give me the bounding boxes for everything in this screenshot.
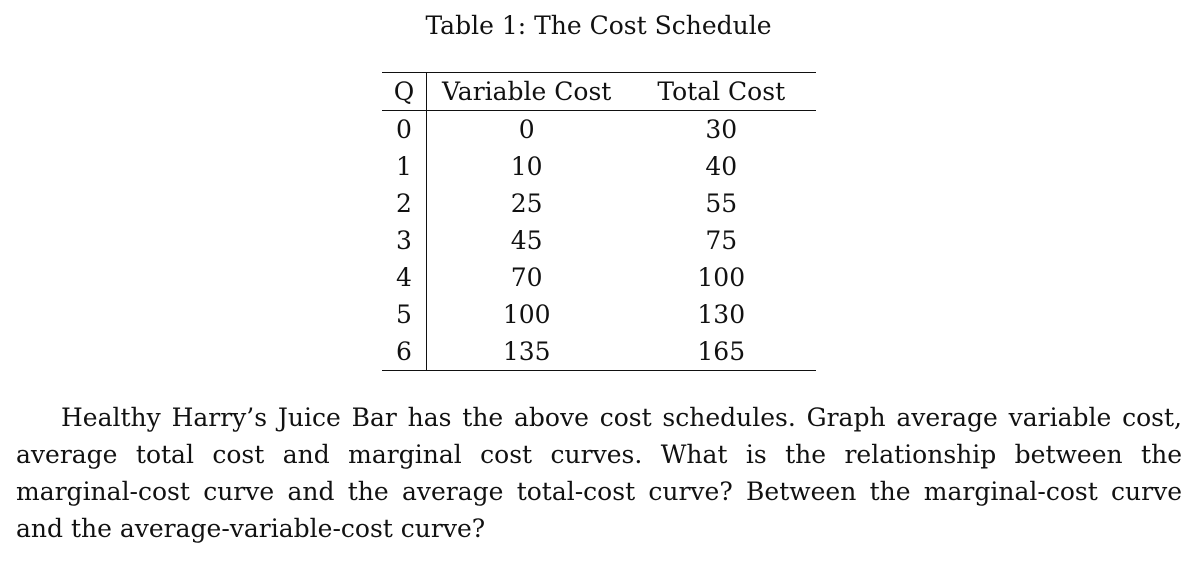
cell-variable-cost: 25 — [510, 189, 543, 218]
table-row — [382, 185, 816, 222]
cell-total-cost: 30 — [705, 115, 738, 144]
cell-q: 1 — [382, 148, 426, 185]
cell-total-cost: 75 — [705, 226, 738, 255]
cell-total-cost: 100 — [697, 263, 746, 292]
cell-q: 0 — [382, 111, 426, 149]
cell-total-cost: 165 — [697, 337, 746, 366]
cell-total-cost: 55 — [705, 189, 738, 218]
cell-q: 3 — [382, 222, 426, 259]
cell-q: 2 — [382, 185, 426, 222]
cell-variable-cost: 10 — [510, 152, 543, 181]
table-row — [382, 222, 816, 259]
header-total-cost: Total Cost — [657, 77, 786, 106]
cell-q: 4 — [382, 259, 426, 296]
cell-variable-cost: 45 — [510, 226, 543, 255]
table-row — [382, 259, 816, 296]
cell-variable-cost: 70 — [510, 263, 543, 292]
cell-variable-cost: 100 — [502, 300, 551, 329]
table-row — [382, 148, 816, 185]
question-paragraph: Healthy Harry’s Juice Bar has the above cost schedules. Graph average variable cost, average total cost and marginal cost curves. What is the relationship between the marginal-cost curve and the average total-cost curve? Between the marginal-cost curve and the average-variable-cost curve? — [16, 403, 1182, 543]
cell-q: 5 — [382, 296, 426, 333]
cost-schedule-table — [382, 72, 816, 371]
table-row — [382, 296, 816, 333]
table-caption: Table 1: The Cost Schedule — [425, 11, 772, 40]
cell-variable-cost: 135 — [502, 337, 551, 366]
table-header-row — [382, 73, 816, 111]
cell-q: 6 — [382, 333, 426, 371]
table-row — [382, 333, 816, 371]
cell-total-cost: 130 — [697, 300, 746, 329]
cell-total-cost: 40 — [705, 152, 738, 181]
table-row — [382, 111, 816, 149]
cell-variable-cost: 0 — [518, 115, 535, 144]
header-variable-cost: Variable Cost — [442, 77, 612, 106]
header-q: Q — [382, 73, 426, 111]
